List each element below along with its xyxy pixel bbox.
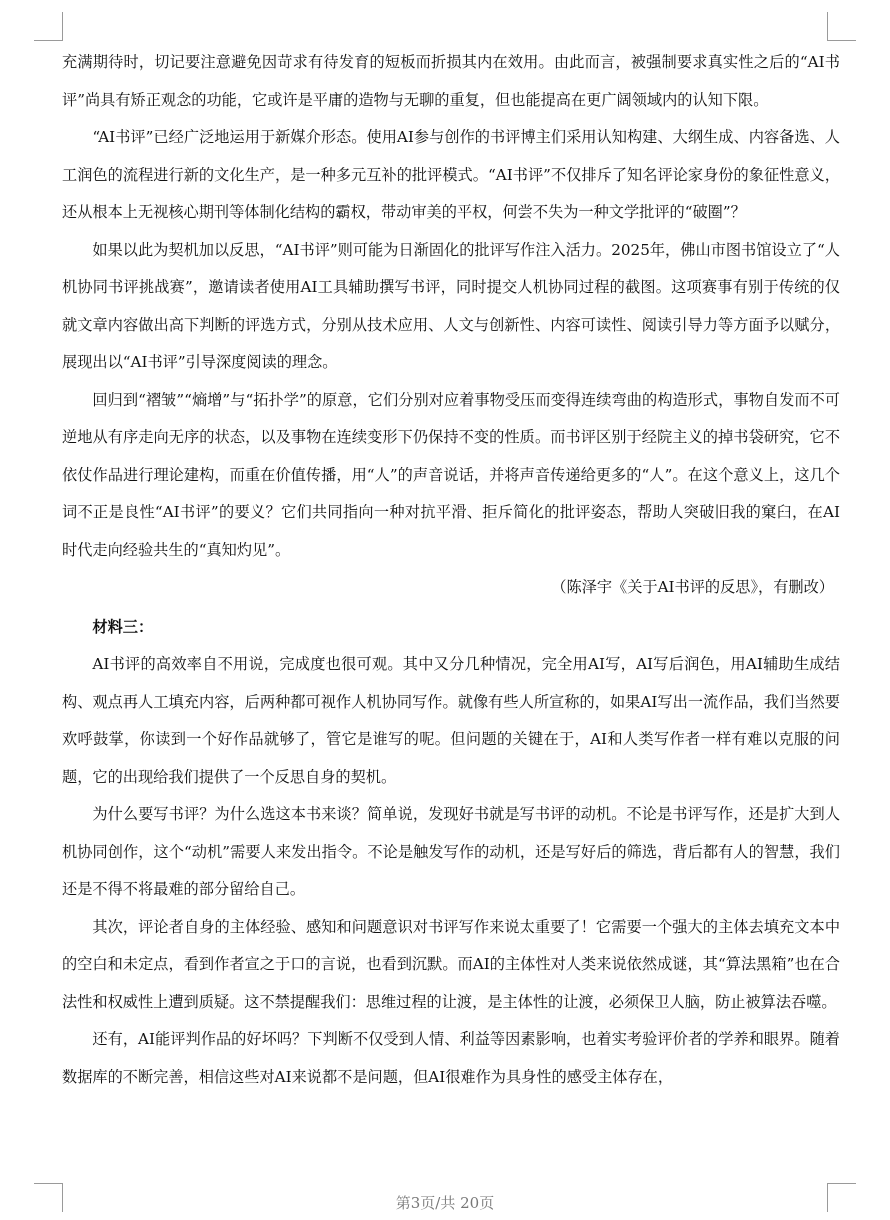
source-citation: （陈泽宇《关于AI书评的反思》，有删改） [551,578,834,596]
paragraph: 如果以此为契机加以反思，“AI书评”则可能为日渐固化的批评写作注入活力。2025年，佛山市图书馆设立了“人机协同书评挑战赛”，邀请读者使用AI工具辅助撰写书评，同时提交人机协同过程的截图。这项赛事有别于传统的仅就文章内容做出高下判断的评选方式，分别从技术应用、人文与创新性、内容可读性、阅读引导力等方面予以赋分，展现出以“AI书评”引导深度阅读的理念。 [62,240,840,371]
paragraph: 为什么要写书评？为什么选这本书来谈？简单说，发现好书就是写书评的动机。不论是书评写作，还是扩大到人机协同创作，这个“动机”需要人来发出指令。不论是触发写作的动机，还是写好后的筛选，背后都有人的智慧，我们还是不得不将最难的部分留给自己。 [62,805,840,898]
crop-mark-top-right [827,12,856,41]
paragraph: 回归到“褶皱”“熵增”与“拓扑学”的原意，它们分别对应着事物受压而变得连续弯曲的构造形式，事物自发而不可逆地从有序走向无序的状态，以及事物在连续变形下仍保持不变的性质。而书评区别于经院主义的掉书袋研究，它不依仗作品进行理论建构，而重在价值传播，用“人”的声音说话，并将声音传递给更多的“人”。在这个意义上，这几个词不正是良性“AI书评”的要义？它们共同指向一种对抗平滑、拒斥简化的批评姿态，帮助人突破旧我的窠臼，在AI时代走向经验共生的“真知灼见”。 [62,390,840,559]
crop-mark-top-left [34,12,63,41]
paragraph: 其次，评论者自身的主体经验、感知和问题意识对书评写作来说太重要了！它需要一个强大的主体去填充文本中的空白和未定点，看到作者宣之于口的言说，也看到沉默。而AI的主体性对人类来说依然成谜，其“算法黑箱”也在合法性和权威性上遭到质疑。这不禁提醒我们：思维过程的让渡，是主体性的让渡，必须保卫人脑，防止被算法吞噬。 [62,917,840,1011]
paragraph: 还有，AI能评判作品的好坏吗？下判断不仅受到人情、利益等因素影响，也着实考验评价者的学养和眼界。随着数据库的不断完善，相信这些对AI来说都不是问题，但AI很难作为具身性的感受主体存在， [62,1030,840,1086]
document-body [62,44,840,1096]
page-number: 第3页/共 20页 [395,1194,495,1212]
paragraph: “AI书评”已经广泛地运用于新媒介形态。使用AI参与创作的书评博主们采用认知构建、大纲生成、内容备选、人工润色的流程进行新的文化生产，是一种多元互补的批评模式。“AI书评”不仅排斥了知名评论家身份的象征性意义，还从根本上无视核心期刊等体制化结构的霸权，带动审美的平权，何尝不失为一种文学批评的“破圈”？ [62,128,840,221]
section-heading: 材料三： [92,617,154,636]
paragraph-continued: 充满期待时，切记要注意避免因苛求有待发育的短板而折损其内在效用。由此而言，被强制要求真实性之后的“AI书评”尚具有矫正观念的功能，它或许是平庸的造物与无聊的重复，但也能提高在更广阔领域内的认知下限。 [62,53,840,109]
paragraph: AI书评的高效率自不用说，完成度也很可观。其中又分几种情况，完全用AI写，AI写后润色，用AI辅助生成结构、观点再人工填充内容，后两种都可视作人机协同写作。就像有些人所宣称的，如果AI写出一流作品，我们当然要欢呼鼓掌，你读到一个好作品就够了，管它是谁写的呢。但问题的关键在于，AI和人类写作者一样有难以克服的问题，它的出现给我们提供了一个反思自身的契机。 [62,655,840,786]
